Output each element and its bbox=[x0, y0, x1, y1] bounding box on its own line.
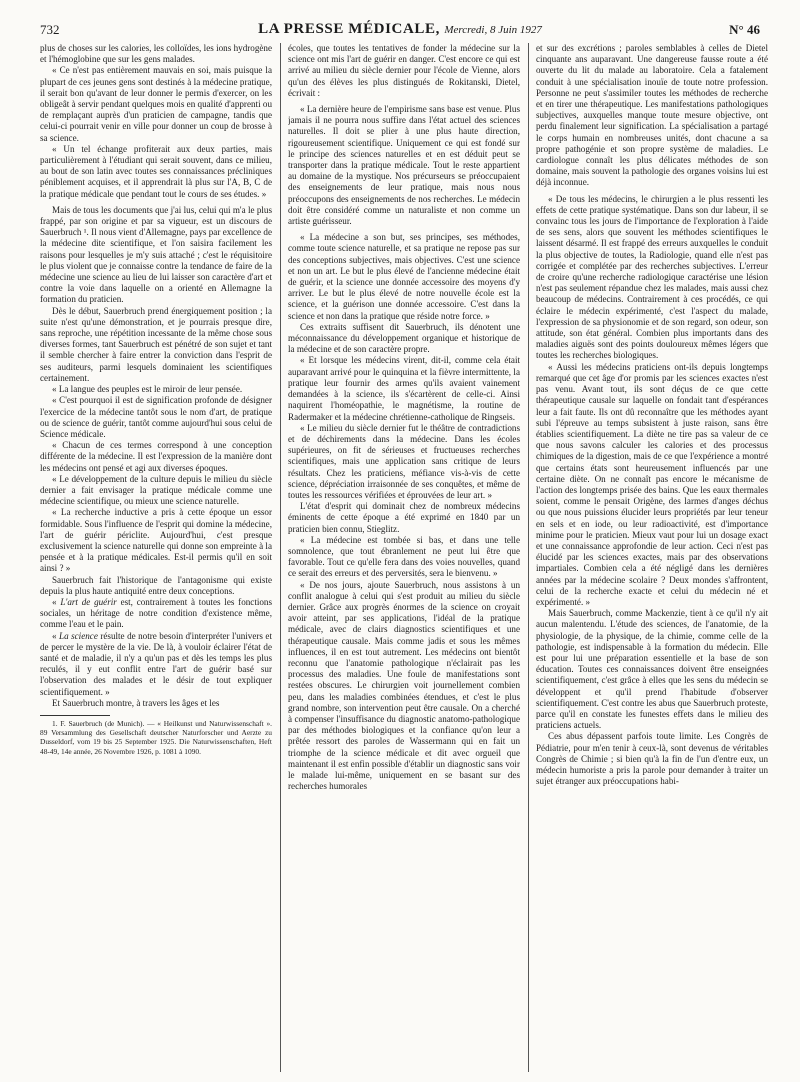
quote-paragraph: « La médecine a son but, ses principes, ses méthodes, comme toute science naturelle, et sa pratique ne repose pas sur des conceptions subjectives, mais objectives. C'est une science et non un art. Le but le plus élevé de l'ancienne médecine était de guérir, et la science une donnée accessoire des moyens d'y arriver. Le but le plus élevé de notre nouvelle école est la science, et la guérison une donnée accessoire. C'est dans la science et non dans la pratique que réside notre force. » bbox=[288, 232, 520, 321]
quote-paragraph: « De tous les médecins, le chirurgien a le plus ressenti les effets de cette pratique systématique. Dans son dur labeur, il se convainc tous les jours de l'importance de l'exploration à l'aide de ses sens, alors que souvent les méthodes scientifiques le laissent désarmé. Il est frappé des erreurs auxquelles le conduit la plus objective de toutes, la Radiologie, quand elle n'est pas corrigée et complétée par des recherches subjectives. L'erreur de croire qu'une recherche radiologique caractérise une lésion n'est pas seulement répandue chez les malades, mais aussi chez beaucoup de médecins. Contrairement à ces procédés, ce qui éclaire le médecin expérimenté, c'est l'aspect du malade, l'expression de sa physionomie et de son regard, son odeur, son attitude, son état général. Combien plus importants dans des maladies aiguës sont des points douloureux mêmes légers que toutes les recherches biologiques. bbox=[536, 193, 768, 361]
page-number: 732 bbox=[40, 22, 60, 37]
column-rule-right bbox=[528, 43, 529, 1072]
quote-paragraph: « La science résulte de notre besoin d'interpréter l'univers et de percer le mystère de la vie. De là, à vouloir éclairer l'état de santé et de maladie, il n'y a qu'un pas et dès les temps les plus reculés, il y eut conflit entre l'art de guérir basé sur l'observation des malades et le désir de tout expliquer scientifiquement. » bbox=[40, 630, 272, 697]
issue-date: Mercredi, 8 Juin 1927 bbox=[444, 24, 542, 36]
paragraph: Et Sauerbruch montre, à travers les âges et les bbox=[52, 697, 220, 708]
paragraph: Mais de tous les documents que j'ai lus, celui qui m'a le plus frappé, par son origine et par sa vigueur, est un discours de Sauerbruch ¹. Il nous vient d'Allemagne, pays par excellence de la médecine dite scientifique, et l'on saisira facilement les raisons pour lesquelles je m'y suis attaché ; c'est le réquisitoire le plus violent que je connaisse contre la tendance de faire de la médecine une science au lieu de lui laisser son caractère d'art et contre la voie dans laquelle on a orienté en Allemagne la formation du praticien. bbox=[40, 204, 272, 305]
paragraph: plus de choses sur les calories, les colloïdes, les ions hydrogène et l'hémoglobine que sur les gens malades. bbox=[40, 43, 272, 65]
italic-term: La science bbox=[59, 630, 98, 641]
paragraph: et sur des excrétions ; paroles semblables à celles de Dietel cinquante ans auparavant. Une dangereuse fausse route a été ouverte du lit du malade au laboratoire. Cela a fatalement conduit à une spécialisation inouïe de toute notre profession. Personne ne peut s'assimiler toutes les méthodes de recherche et en tirer une thérapeutique. Les manifestations pathologiques subjectives, auxquelles manque toute mesure objective, ont perdu finalement leur signification. La spécialisation a partagé le corps humain en nombreuses unités, dont chacune a sa propre pathogénie et son propre système de maladies. Le cardiologue connaît les plus délicates méthodes de son domaine, mais souvent la pathologie des organes voisins lui est déjà inconnue. bbox=[536, 43, 768, 188]
quote-paragraph: « Le développement de la culture depuis le milieu du siècle dernier a fait envisager la pratique médicale comme une médecine scientifique, ou mieux une science naturelle. bbox=[40, 473, 272, 507]
paragraph: écoles, que toutes les tentatives de fonder la médecine sur la science ont mis l'art de guérir en danger. C'est encore ce qui est arrivé au milieu du siècle dernier pour l'école de Vienne, alors qu'un des élèves les plus distingués de Rokitanski, Dietel, écrivait : bbox=[288, 43, 520, 98]
paragraph: Sauerbruch fait l'historique de l'antagonisme qui existe depuis la plus haute antiquité entre deux conceptions. bbox=[40, 574, 272, 596]
column-rule-left bbox=[280, 43, 281, 1072]
quote-paragraph: « De nos jours, ajoute Sauerbruch, nous assistons à un conflit analogue à celui qui s'est produit au milieu du siècle dernier. Grâce aux progrès énormes de la science on croyait avoir atteint, par ses applications, l'idéal de la pratique médicale, avec de clairs diagnostics scientifiques et une thérapeutique causale. Mais comme jadis et sous les mêmes influences, il en est tout autrement. Les médecins ont bientôt reconnu que l'anatomie pathologique n'éclairait pas les processus des maladies. Une foule de manifestations sont restées obscures. Le chirurgien voit journellement combien peu, dans les maladies combinées étendues, et c'est le plus grand nombre, son intervention peut être causale. On a cherché à compenser l'insuffisance du diagnostic anatomo-pathologique par des méthodes biologiques et la confiance qu'on leur a prêtée ressort des paroles de Wassermann qui en fait un triomphe de la science médicale et dit avec orgueil que maintenant il est enfin possible d'établir un diagnostic sans voir le malade lui-même, uniquement en se basant sur des recherches humorales bbox=[288, 579, 520, 792]
paragraph: Mais Sauerbruch, comme Mackenzie, tient à ce qu'il n'y ait aucun malentendu. L'étude des sciences, de l'anatomie, de la physiologie, de la physique, de la chimie, comme celle de la pathologie, est indispensable à la formation du médecin. Elle est pour lui une préparation essentielle et la base de son éducation. Toutes ces connaissances doivent être enseignées scientifiquement, c'est grâce à elles que les sens du médecin se développent et qu'il prend l'habitude d'observer scientifiquement. C'est contre les abus que Sauerbruch proteste, parce qu'il en constate les funestes effets dans le milieu des praticiens actuels. bbox=[536, 608, 768, 731]
paragraph-text: résulte de notre besoin d'interpréter l'univers et de percer le mystère de la vie. De là, à vouloir éclairer l'état de santé et de maladie, il n'y a qu'un pas et dès les temps les plus reculés, il y eut conflit entre l'art de guérir basé sur l'observation des malades et le désir de tout expliquer scientifiquement. » bbox=[40, 630, 272, 697]
journal-title: LA PRESSE MÉDICALE, bbox=[258, 21, 440, 37]
quote-paragraph: « Aussi les médecins praticiens ont-ils depuis longtemps remarqué que cet âge d'or promis par les sciences exactes n'est pas venu. Avant tout, ils sont déçus de ce que cette thérapeutique causale sur laquelle on fondait tant d'espérances leur a fait faute. Ils ont dû reconnaître que les méthodes ayant subi l'épreuve au temps subsistent à juste raison, sans être établies scientifiquement. La diète ne tire pas sa valeur de ce que nous savons calculer les calories et des processus chimiques de la digestion, mais de ce que l'expérience a montré que certains états sont heureusement influencés par une certaine diète. On ne connaît pas encore le mécanisme de l'action des longtemps prisée des bains. Que les eaux thermales soient, comme le pensait Origène, des larmes d'anges déchus ou que nous puissions élucider leurs propriétés par leur teneur en sels et en iode, ou leur radioactivité, est d'importance minime pour le praticien. Mieux vaut pour lui un dosage exact et une connaissance approfondie de leur action. Ceci n'est pas élucidé par les sciences exactes, mais par des observations impartiales. Combien cela a été négligé dans les dernières années par la médecine scolaire ? Deux mondes s'affrontent, celui de la recherche exacte et celui du médecin né et expérimenté. » bbox=[536, 361, 768, 607]
quote-paragraph: « La dernière heure de l'empirisme sans base est venue. Plus jamais il ne pourra nous suffire dans l'état actuel des sciences naturelles. Il doit se plier à une plus haute direction, rigoureusement scientifique. Uniquement ce qui est fondé sur le principe des sciences naturelles et en est déduit peut se transporter dans la pratique médicale. Tout le reste appartient au domaine de la mystique. Nos précurseurs se préoccupaient des enseignements de leur pratique, mais nous nous préoccupons des enseignements de nos recherches. Le médecin doit être considéré comme un naturaliste et non comme un artiste guérisseur. bbox=[288, 104, 520, 227]
paragraph: Dès le début, Sauerbruch prend énergiquement position ; la suite n'est qu'une démonstration, et je pourrais presque dire, sans reproche, une répétition incessante de la même chose sous diverses formes, tant Sauerbruch est pénétré de son sujet et tant il semble chercher à faire entrer la conviction dans l'esprit de ses auditeurs, parmi lesquels dominaient les scientifiques certainement. bbox=[40, 305, 272, 383]
column-1 bbox=[40, 43, 272, 1072]
footnote-divider bbox=[40, 715, 110, 716]
paragraph: Ces extraits suffisent dit Sauerbruch, ils dénotent une méconnaissance du développement organique et historique de la médecine et de son caractère propre. bbox=[288, 321, 520, 355]
paragraph: Ces abus dépassent parfois toute limite. Les Congrès de Pédiatrie, pour m'en tenir à ceux-là, sont devenus de véritables Congrès de Chimie ; si bien qu'à la fin de l'un d'entre eux, un médecin humoriste a pris la parole pour demander à traiter un sujet étranger aux préoccupations habi- bbox=[536, 731, 768, 787]
quote-paragraph: « La médecine est tombée si bas, et dans une telle somnolence, que tout ébranlement ne peut lui être que favorable. Tout ce qu'elle fera dans des voies nouvelles, quand ce serait des erreurs et des perversités, sera le bienvenu. » bbox=[288, 534, 520, 579]
footnote: 1. F. Sauerbruch (de Munich). — « Heilkunst und Naturwissenschaft ». 89 Versammlung des Gesellschaft deutscher Naturforscher und Aerzte zu Dusseldorf, vom 19 bis 25 September 1925. Die Naturwissenschaften, Heft 48-49, 14e année, 26 Novembre 1926, p. 1081 à 1090. bbox=[40, 718, 272, 756]
quote-paragraph: « Le milieu du siècle dernier fut le théâtre de contradictions et de déchirements dans la médecine. Dans les écoles supérieures, on fit de sérieuses et fructueuses recherches scientifiques, mais une application sans critique de leurs résultats. Chez les praticiens, méfiance vis-à-vis de cette science, dépréciation irraisonnée de ses conquêtes, et même de toutes les ressources vérifiées et éprouvées de leur art. » bbox=[288, 422, 520, 500]
paragraph: « Un tel échange profiterait aux deux parties, mais particulièrement à l'étudiant qui serait souvent, dans ce milieu, au bout de son latin avec toutes ses connaissances précliniques péniblement acquises, et il apprendrait là plus sur l'A, B, C de la pratique médicale que pendant tout le cours de ses études. » bbox=[40, 143, 272, 199]
paragraph-text: est, contrairement à toutes les fonctions sociales, un héritage de notre condition d'existence même, comme l'eau et le pain. bbox=[40, 596, 272, 630]
quote-paragraph: « C'est pourquoi il est de signification profonde de désigner l'exercice de la médecine tantôt sous le nom d'art, de pratique ou de science de guérir, tantôt comme aujourd'hui sous celui de Science médicale. bbox=[40, 395, 272, 439]
running-head bbox=[40, 21, 760, 38]
paragraph: « Ce n'est pas entièrement mauvais en soi, mais puisque la plupart de ces jeunes gens sont destinés à la médecine pratique, il serait bon qu'avant de leur donner le permis d'exercer, on les obligeât à servir pendant quelques mois en qualité d'apprenti ou de remplaçant auprès d'un praticien de campagne, tandis que celui-ci pourrait venir en ville pour donner un coup de brosse à sa science. bbox=[40, 65, 272, 143]
page-header bbox=[40, 22, 760, 38]
quote-paragraph: « La langue des peuples est le miroir de leur pensée. bbox=[52, 384, 243, 395]
quote-paragraph: « La recherche inductive a pris à cette époque un essor formidable. Sous l'influence de l'esprit qui domine la médecine, l'art de guérir périclite. Aujourd'hui, c'est presque exclusivement la science naturelle qui donne son empreinte à la pensée et à la pratique médicales. Est-il permis qu'il en soit ainsi ? » bbox=[40, 507, 272, 574]
quote-paragraph: « L'art de guérir est, contrairement à toutes les fonctions sociales, un héritage de notre condition d'existence même, comme l'eau et le pain. bbox=[40, 596, 272, 630]
quote-paragraph: « Chacun de ces termes correspond à une conception différente de la médecine. Il est l'expression de la manière dont les médecins ont pensé et agi aux diverses époques. bbox=[40, 440, 272, 473]
issue-number: N° 46 bbox=[729, 22, 760, 37]
column-2 bbox=[288, 43, 520, 1072]
italic-term: L'art de guérir bbox=[60, 596, 117, 607]
paragraph: L'état d'esprit qui dominait chez de nombreux médecins éminents de cette époque a été exprimé en 1840 par un praticien bien connu, Stieglitz. bbox=[288, 501, 520, 534]
quote-paragraph: « Et lorsque les médecins virent, dit-il, comme cela était auparavant arrivé pour le quinquina et la fièvre intermittente, la pratique leur fournir des armes qu'ils avaient vainement demandées à la science, ils s'écartèrent de celle-ci. Ainsi naquirent l'homéopathie, le magnétisme, la routine de Radermaker et la médecine chrétienne-catholique de Ringseis. bbox=[288, 355, 520, 422]
column-3 bbox=[536, 43, 768, 1072]
